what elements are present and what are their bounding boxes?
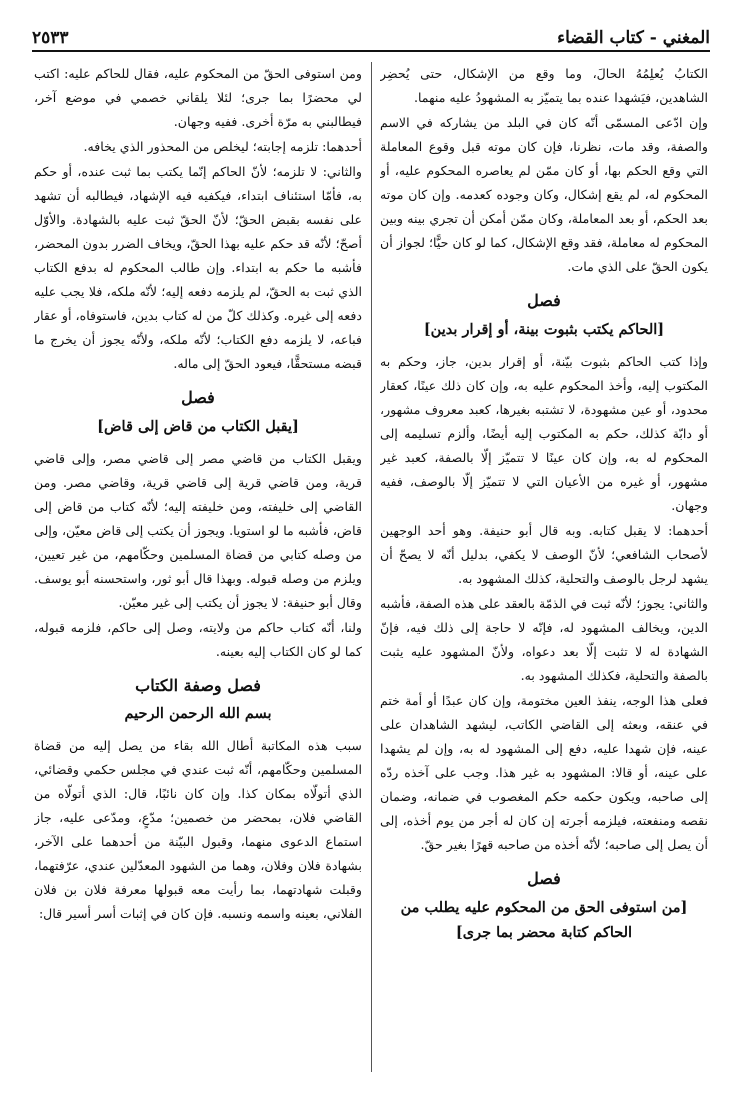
paragraph: أحدهما: لا يقبل كتابه. وبه قال أبو حنيفة. وهو أحد الوجهين لأصحاب الشافعي؛ لأنّ الوصف لا يكفي، بدليل أنّه لا يصحّ أن يشهد لرجل بالوصف والتحلية، كذلك المشهود به. [380,523,708,586]
section-heading: فصل [527,869,561,888]
paragraph: فعلى هذا الوجه، ينفذ العين مختومة، وإن كان عبدًا أو أمة ختم في عنقه، وبعثه إلى القاضي الكاتب، ليشهد الشاهدان على عينه، فإن شهدا عليه، دفع إلى المشهود له به، وإن لم يشهدا على عينه، أو قالا: المشهود به غير هذا. وجب على آخذه ردّه إلى صاحبه، ويكون حكمه حكم المغصوب في ضمانه، وضمان نقصه ومنفعته، فيلزمه أجرته إن كان له أجر من يوم أخذه، إلى أن يصل إلى صاحبه؛ لأنّه أخذه من صاحبه قهرًا بغير حقّ. [380,693,708,852]
paragraph: ولنا، أنّه كتاب حاكم من ولايته، وصل إلى حاكم، فلزمه قبوله، كما لو كان الكتاب إليه بعينه. [34,620,362,659]
paragraph: والثاني: لا تلزمه؛ لأنّ الحاكم إنّما يكتب بما ثبت عنده، أو حكم به، فأمّا استئناف ابتداء، فيكفيه فيه الإشهاد، فيطالبه أن تشهد على نفسه بقبض الحقّ؛ لأنّ الحقّ ثبت عليه بالشهادة. والأوّل أصحّ؛ لأنّه قد حكم عليه بهذا الحقّ، ويخاف الضرر بدون المحضر، فأشبه ما حكم به ابتداء. وإن طالب المحكوم له بدفع الكتاب الذي ثبت به الحقّ، لم يلزمه دفعه إليه؛ لأنّه ملكه، فلا يجب عليه دفعه إلى غيره. وكذلك كلّ من له كتاب بدين، فاستوفاه، أو عقار فباعه، لا يلزمه دفع الكتاب؛ لأنّه ملكه، ولأنّه يجوز أن يخرج ما قبضه مستحقًّا، فيعود الحقّ إلى ماله. [34,164,362,371]
paragraph: أحدهما: تلزمه إجابته؛ ليخلص من المحذور الذي يخافه. [83,139,362,154]
basmala: بسم الله الرحمن الرحيم [124,705,272,722]
right-column [380,62,708,1072]
section-title: [يقبل الكتاب من قاض إلى قاض] [97,418,299,435]
paragraph: سبب هذه المكاتبة أطال الله بقاء من يصل إليه من قضاة المسلمين وحكّامهم، أنّه ثبت عندي في مجلس حكمي وقضائي، الذي أتولّاه بمكان كذا. وإن كان نائبًا، قال: الذي أتولّاه من القاضي فلان، بمحضر من خصمين؛ مدّعٍ، ومدّعى عليه، جاز استماع الدعوى منهما، وقبول البيّنة من أحدهما على الآخر، بشهادة فلان وفلان، وهما من الشهود المعدّلين عندي، عرّفتهما، وقبلت شهادتهما، بما رأيت معه قبولها معرفة فلان بن فلان الفلاني، بعينه واسمه ونسبه. فإن كان في إثبات أسر أسير قال: [34,738,362,921]
page-header [32,22,710,52]
section-title: [الحاكم يكتب بثبوت بينة، أو إقرار بدين] [423,321,665,338]
column-divider [371,62,372,1072]
paragraph: وإن ادّعى المسمّى أنّه كان في البلد من يشاركه في الاسم والصفة، وقد مات، نظرنا، فإن كان موته قبل وقوع المعاملة التي وقع الحكم بها، أو كان ممّن لم يعاصره المحكوم عليه، أو المحكوم له، لم يقع إشكال، وكان وجوده كعدمه. وإن كان موته بعد الحكم، أو بعد المعاملة، وكان ممّن أمكن أن تجري بينه وبين المحكوم له معاملة، فقد وقع الإشكال، كما لو كان حيًّا؛ لجواز أن يكون الحقّ على الذي مات. [380,115,708,274]
running-title: المغني - كتاب القضاء [557,28,710,48]
section-heading: فصل [527,291,561,310]
section-heading: فصل [181,388,215,407]
paragraph: ومن استوفى الحقّ من المحكوم عليه، فقال للحاكم عليه: اكتب لي محضرًا بما جرى؛ لئلا يلقاني خصمي في موضع آخر، فيطالبني به مرّة أخرى. ففيه وجهان. [34,66,362,129]
paragraph: وإذا كتب الحاكم بثبوت بيّنة، أو إقرار بدين، جاز، وحكم به المكتوب إليه، وأخذ المحكوم عليه به، وإن كان ذلك عينًا، كعقار محدود، أو عين مشهودة، لا تشتبه بغيرها، كعبد معروف مشهور، أو دابّة كذلك، حكم به المكتوب إليه أيضًا، وألزم تسليمه إلى المحكوم له به، وإن كان عينًا لا تتميّز إلّا بالصفة، كعبد غير مشهور، أو غيره من الأعيان التي لا تتميّز إلّا بالوصف، ففيه وجهان. [380,354,708,513]
section-heading: فصل وصفة الكتاب [135,676,261,695]
paragraph: الكتابُ يُعلِمُهُ الحالَ، وما وقع من الإشكال، حتى يُحضِر الشاهدين، فيَشهدا عنده بما يتميّز به المشهودُ عليه منهما. [380,66,708,105]
paragraph: ويقبل الكتاب من قاضي مصر إلى قاضي مصر، وإلى قاضي قرية، ومن قاضي قرية إلى قاضي قرية، وقاضي مصر. ومن القاضي إلى خليفته، ومن خليفته إليه؛ لأنّه كتاب من قاض إلى قاض، فأشبه ما لو استويا. ويجوز أن يكتب إلى قاض معيّن، وإلى من وصله كتابي من قضاة المسلمين وحكّامهم، من غير تعيين، ويلزم من وصله قبوله. وبهذا قال أبو ثور، واستحسنه أبو يوسف. وقال أبو حنيفة: لا يجوز أن يكتب إلى غير معيّن. [34,451,362,610]
paragraph: والثاني: يجوز؛ لأنّه ثبت في الذمّة بالعقد على هذه الصفة، فأشبه الدين، ويخالف المشهود له، فإنّه لا حاجة إلى ذلك فيه، فإنّ الشهادة له لا تثبت إلّا بعد دعواه، ولأنّ المشهود عليه يثبت بالصفة والتحلية، فكذلك المشهود به. [380,596,708,683]
left-column [34,62,362,1072]
section-title: [من استوفى الحق من المحكوم عليه يطلب من الحاكم كتابة محضر بما جرى] [400,899,688,941]
page-number: ٢٥٣٣ [32,28,69,48]
